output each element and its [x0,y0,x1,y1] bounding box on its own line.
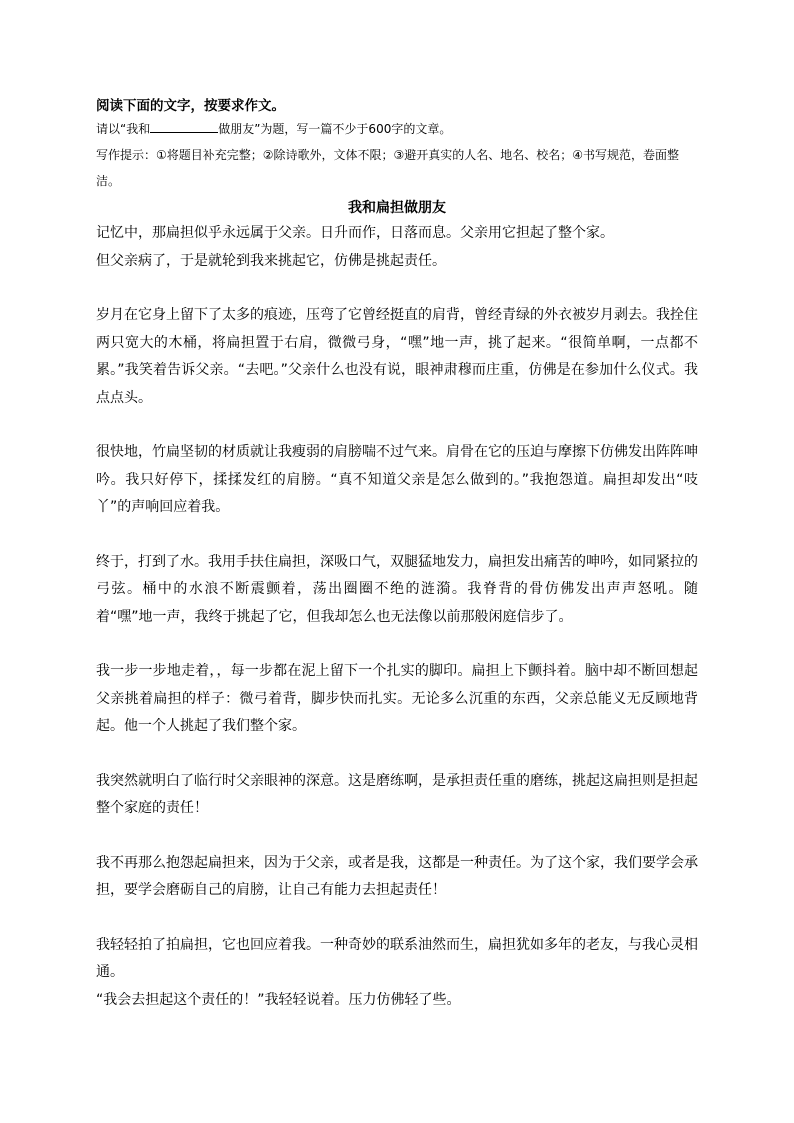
paragraph-gap [96,522,698,549]
essay-paragraph: 很快地，竹扁坚韧的材质就让我瘦弱的肩膀喘不过气来。肩骨在它的压迫与摩擦下仿佛发出阵阵呻吟。我只好停下，揉揉发红的肩膀。“真不知道父亲是怎么做到的。”我抱怨道。扁担却发出“吱丫”的声响回应着我。 [96,444,698,515]
instruction-before: 请以“我和 [96,122,151,136]
paragraph-gap [96,741,698,768]
essay-title: 我和扁担做朋友 [348,200,446,216]
essay-paragraph: 终于，打到了水。我用手扶住扁担，深吸口气，双腿猛地发力，扁担发出痛苦的呻吟，如同紧拉的弓弦。桶中的水浪不断震颤着，荡出圈圈不绝的涟漪。我脊背的骨仿佛发出声声怒吼。随着“嘿”地一声，我终于挑起了它，但我却怎么也无法像以前那般闲庭信步了。 [96,553,698,625]
essay-paragraph: “我会去担起这个责任的！”我轻轻说着。压力仿佛轻了些。 [96,991,461,1008]
paragraph-gap [96,412,698,439]
prompt-title: 阅读下面的文字，按要求作文。 [96,98,285,114]
paragraph-gap [96,905,698,932]
paragraph-gap [96,275,698,302]
essay-paragraph: 我不再那么抱怨起扁担来，因为于父亲，或者是我，这都是一种责任。为了这个家，我们要学会承担，要学会磨砺自己的肩膀，让自己有能力去担起责任！ [96,854,698,898]
document-page [96,96,698,1014]
title-blank [150,120,218,133]
essay-paragraph: 岁月在它身上留下了太多的痕迹，压弯了它曾经挺直的肩背，曾经青绿的外衣被岁月剥去。我拴住两只宽大的木桶，将扁担置于右肩，微微弓身，“嘿”地一声，挑了起来。“很简单啊，一点都不累。”我笑着告诉父亲。“去吧。”父亲什么也没有说，眼神肃穆而庄重，仿佛是在参加什么仪式。我点点头。 [96,307,698,406]
essay-paragraph: 我轻轻拍了拍扁担，它也回应着我。一种奇妙的联系油然而生，扁担犹如多年的老友，与我心灵相通。 [96,936,698,980]
paragraph-gap [96,631,698,658]
instruction-after: 做朋友”为题，写一篇不少于600字的文章。 [218,122,452,136]
paragraph-gap [96,823,698,850]
essay-paragraph: 我一步一步地走着，，每一步都在泥上留下一个扎实的脚印。扁担上下颤抖着。脑中却不断回想起父亲挑着扁担的样子：微弓着背，脚步快而扎实。无论多么沉重的东西，父亲总能义无反顾地背起。他一个人挑起了我们整个家。 [96,663,698,734]
writing-hint: 写作提示：①将题目补充完整；②除诗歌外，文体不限；③避开真实的人名、地名、校名；④书写规范，卷面整洁。 [96,148,680,188]
essay-paragraph: 但父亲病了，于是就轮到我来挑起它，仿佛是挑起责任。 [96,252,446,269]
essay-paragraph: 记忆中，那扁担似乎永远属于父亲。日升而作，日落而息。父亲用它担起了整个家。 [96,225,614,241]
prompt-instruction [96,118,698,140]
essay-paragraph: 我突然就明白了临行时父亲眼神的深意。这是磨练啊，是承担责任重的磨练，挑起这扁担则是担起整个家庭的责任！ [96,772,698,816]
